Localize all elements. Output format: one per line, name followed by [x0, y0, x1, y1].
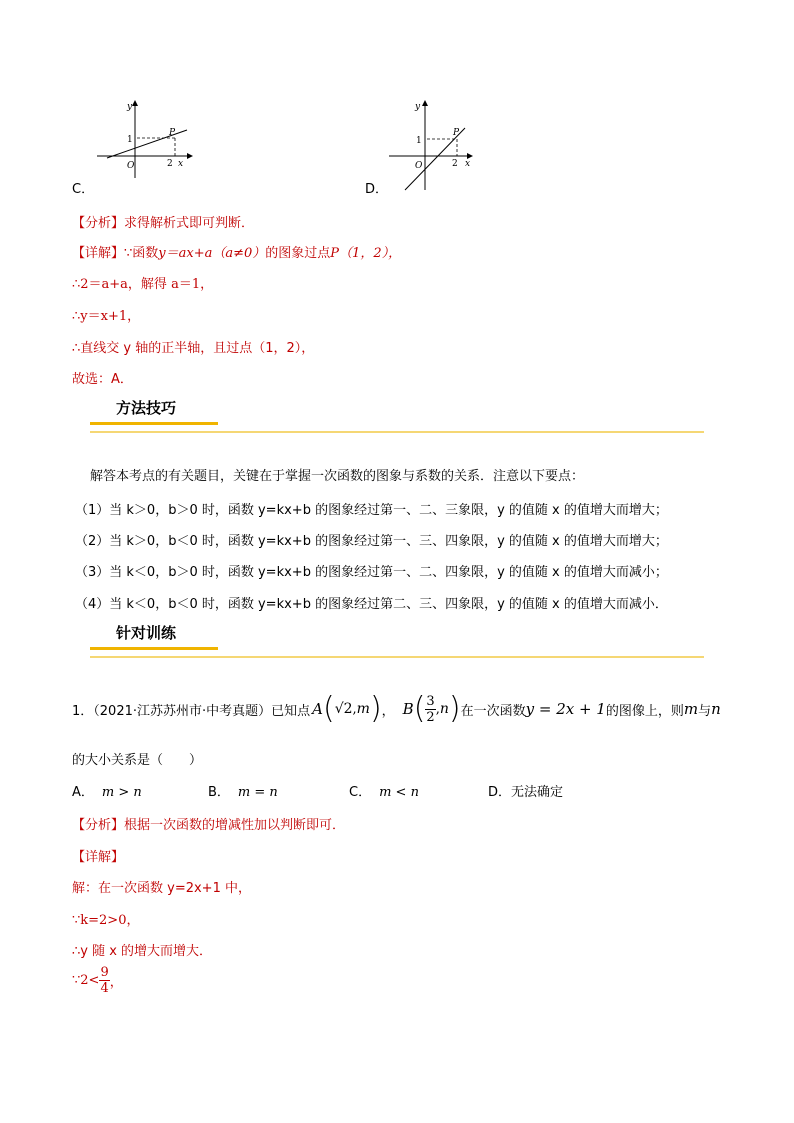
frac-den: 2 [426, 709, 435, 725]
detail-2-line-1: 解：在一次函数 y=2x+1 中， [72, 881, 251, 896]
option-d-label: D． [365, 182, 389, 197]
question-tail: 的图像上，则 [605, 703, 684, 719]
choice-b-text: m = n [237, 785, 278, 800]
graph-d-y-label: y [415, 102, 421, 112]
graph-d-point-label: P [453, 128, 460, 138]
graph-option-d [387, 100, 487, 192]
paren-open: ( [322, 691, 335, 726]
point-a-label: A [312, 700, 323, 718]
detail-1-line-4: ∴直线交 y 轴的正半轴，且过点（1，2）， [72, 341, 315, 356]
detail-text: ∵函数 [124, 246, 159, 261]
detail-1-line-3: ∴y＝x+1， [72, 309, 141, 324]
detail-2-line-2: ∵k=2>0， [72, 913, 140, 928]
frac-den: 4 [100, 981, 109, 996]
choice-b-label: B． [208, 785, 230, 800]
option-c-label: C． [72, 182, 95, 197]
paren-close: ) [448, 691, 461, 726]
frac-num: 9 [100, 965, 109, 980]
section-divider [90, 431, 704, 433]
coord-m: m [356, 701, 370, 717]
inequality-comma: ， [109, 975, 123, 990]
tip-item-4: （4）当 k＜0，b＜0 时，函数 y=kx+b 的图象经过第二、三、四象限，y 的值随 x 的值增大而减小． [75, 597, 668, 612]
section-underline-short [90, 647, 218, 650]
choice-a [72, 781, 142, 800]
var-m: m [683, 700, 699, 718]
graph-d-tick-y: 1 [416, 136, 422, 146]
analysis-tag: 【分析】 [72, 216, 125, 231]
analysis-1 [72, 212, 254, 231]
frac-num: 3 [426, 693, 435, 709]
section-title-practice: 针对训练 [116, 624, 177, 642]
graph-c-tick-x: 2 [167, 159, 173, 169]
question-1-stem: 1．（2021·江苏苏州市·中考真题）已知点 A ( √2 , m ) ， B ( $\frac{3}{2}$ , n ) 在一次函数 y = 2x + 1 的图像上，则 m 与 n [72, 691, 721, 726]
analysis-2 [72, 814, 345, 833]
graph-d-origin: O [415, 161, 423, 171]
tip-item-3: （3）当 k＜0，b＞0 时，函数 y=kx+b 的图象经过第一、二、四象限，y 的值随 x 的值增大而减小； [75, 565, 668, 580]
fraction-three-halves [425, 695, 435, 724]
analysis-tag: 【分析】 [72, 818, 125, 833]
question-mid: 在一次函数 [460, 703, 526, 719]
graph-d-x-label: x [465, 159, 471, 169]
detail-1-line-2: ∴2＝a+a，解得 a＝1， [72, 277, 214, 292]
fraction-nine-quarters [99, 966, 109, 995]
detail-1-line-5: 故选：A． [72, 372, 133, 387]
section-title-methods: 方法技巧 [116, 399, 177, 417]
paren-close: ) [369, 691, 382, 726]
question-prefix: 1．（2021·江苏苏州市·中考真题）已知点 [72, 703, 311, 719]
graph-d-tick-x: 2 [452, 159, 458, 169]
detail-tag: 【详解】 [72, 246, 125, 261]
choice-c-label: C． [349, 785, 372, 800]
question-and: 与 [698, 703, 712, 719]
choice-b [208, 781, 278, 800]
paren-open: ( [413, 691, 426, 726]
choice-c [349, 781, 419, 800]
tip-item-1: （1）当 k＞0，b＞0 时，函数 y=kx+b 的图象经过第一、二、三象限，y 的值随 x 的值增大而增大； [75, 503, 668, 518]
detail-text: 的图象过点 [265, 246, 331, 261]
section-divider [90, 656, 704, 658]
detail-2-tag: 【详解】 [72, 850, 125, 865]
detail-2-line-4 [72, 966, 123, 995]
point-b-label: B [402, 700, 414, 718]
detail-point: P（1，2）， [330, 246, 402, 261]
choice-d: D．无法确定 [488, 785, 564, 800]
tip-item-2: （2）当 k＞0，b＜0 时，函数 y=kx+b 的图象经过第一、三、四象限，y 的值随 x 的值增大而增大； [75, 534, 668, 549]
var-n: n [711, 700, 721, 718]
choice-a-text: m > n [101, 785, 142, 800]
detail-2-line-3: ∴y 随 x 的增大而增大． [72, 944, 213, 959]
tips-intro: 解答本考点的有关题目，关键在于掌握一次函数的图象与系数的关系．注意以下要点： [90, 469, 585, 484]
inequality-left: ∵2< [72, 973, 100, 988]
detail-formula: y＝ax+a（a≠0） [158, 246, 266, 261]
coord-n: n [439, 701, 449, 717]
graph-c-x-label: x [178, 159, 184, 169]
comma: ， [381, 703, 395, 719]
graph-c-tick-y: 1 [127, 135, 133, 145]
section-underline-short [90, 422, 218, 425]
analysis-text: 根据一次函数的增减性加以判断即可． [124, 818, 346, 833]
detail-1-line-1 [72, 242, 401, 261]
graph-option-c [95, 100, 195, 180]
graph-c-origin: O [127, 161, 135, 171]
choice-a-label: A． [72, 785, 94, 800]
choice-c-text: m < n [379, 785, 419, 800]
analysis-text: 求得解析式即可判断． [124, 216, 255, 231]
question-1-line-2: 的大小关系是（ ） [72, 753, 203, 768]
linear-equation: y = 2x + 1 [525, 700, 606, 718]
sqrt-two: √2 [334, 701, 353, 717]
graph-c-y-label: y [127, 102, 133, 112]
graph-c-point-label: P [169, 128, 176, 138]
